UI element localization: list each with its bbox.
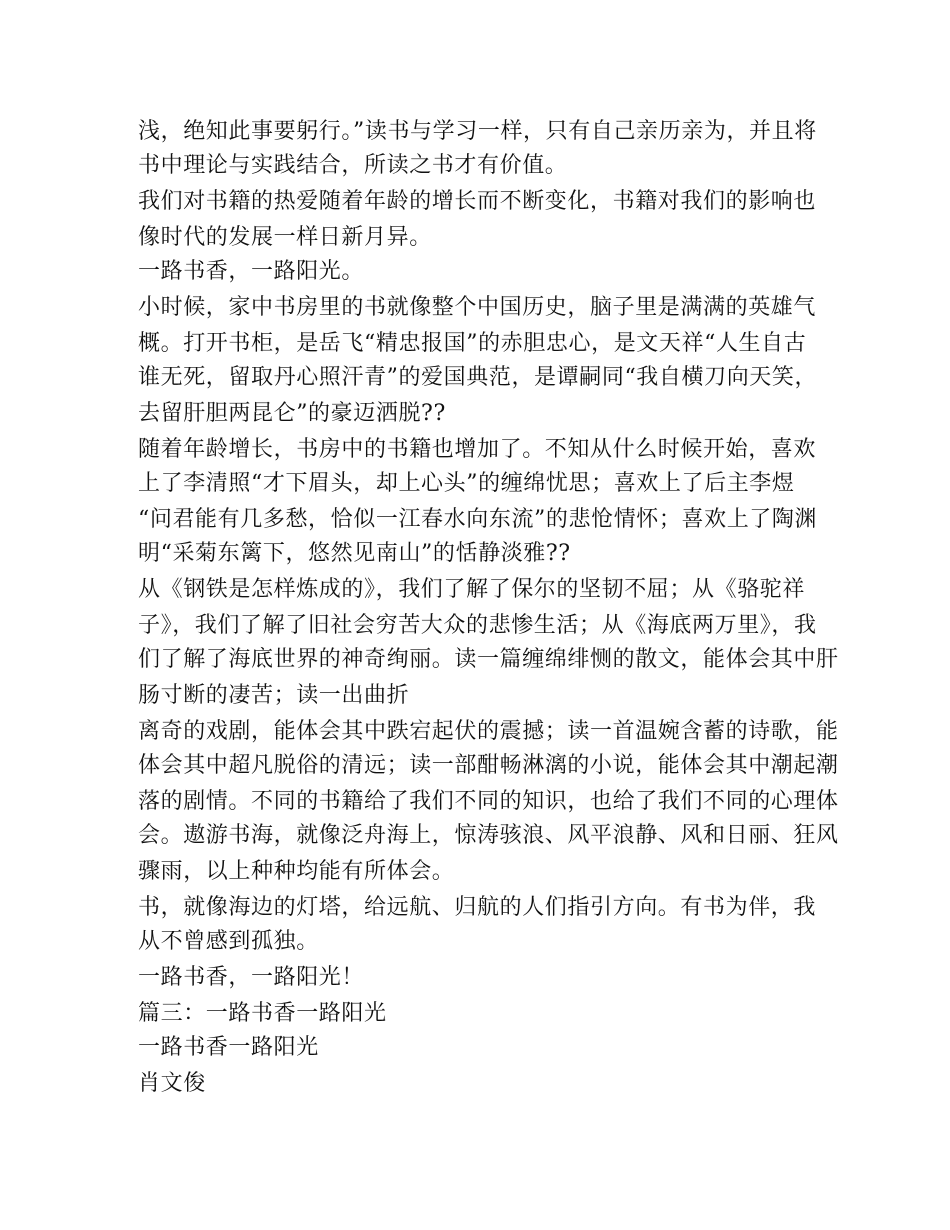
text-line: 我们对书籍的热爱随着年龄的增长而不断变化，书籍对我们的影响也: [138, 189, 817, 214]
text-line: 像时代的发展一样日新月异。: [138, 225, 432, 250]
section-heading: 篇三：一路书香一路阳光: [138, 1001, 387, 1026]
text-line: 书，就像海边的灯塔，给远航、归航的人们指引方向。有书为伴，我: [138, 895, 817, 920]
text-line: 浅，绝知此事要躬行。”读书与学习一样，只有自己亲历亲为，并且将: [138, 119, 817, 144]
author-name: 肖文俊: [138, 1071, 206, 1096]
text-line: 一路书香，一路阳光！: [138, 965, 365, 990]
text-line: 骤雨，以上种种均能有所体会。: [138, 859, 455, 884]
text-line: 上了李清照“才下眉头，却上心头”的缠绵忧思；喜欢上了后主李煜: [138, 471, 795, 496]
text-line: 们了解了海底世界的神奇绚丽。读一篇缠绵绯恻的散文，能体会其中肝: [138, 647, 839, 672]
text-line: 体会其中超凡脱俗的清远；读一部酣畅淋漓的小说，能体会其中潮起潮: [138, 753, 839, 778]
text-line: 明“采菊东篱下，悠然见南山”的恬静淡雅??: [138, 541, 571, 566]
text-line: 一路书香，一路阳光。: [138, 259, 365, 284]
text-line: 概。打开书柜，是岳飞“精忠报国”的赤胆忠心，是文天祥“人生自古: [138, 331, 807, 356]
text-line: 从不曾感到孤独。: [138, 929, 319, 954]
text-line: “问君能有几多愁，恰似一江春水向东流”的悲怆情怀；喜欢上了陶渊: [138, 507, 818, 532]
text-line: 从《钢铁是怎样炼成的》，我们了解了保尔的坚韧不屈；从《骆驼祥: [138, 577, 806, 602]
text-line: 子》，我们了解了旧社会穷苦大众的悲惨生活；从《海底两万里》，我: [138, 613, 817, 638]
text-line: 小时候，家中书房里的书就像整个中国历史，脑子里是满满的英雄气: [138, 295, 817, 320]
article-title: 一路书香一路阳光: [138, 1035, 319, 1060]
text-line: 去留肝胆两昆仑”的豪迈洒脱??: [138, 401, 446, 426]
text-line: 书中理论与实践结合，所读之书才有价值。: [138, 153, 568, 178]
text-line: 肠寸断的凄苦；读一出曲折: [138, 683, 410, 708]
text-line: 落的剧情。不同的书籍给了我们不同的知识，也给了我们不同的心理体: [138, 789, 839, 814]
text-line: 会。遨游书海，就像泛舟海上，惊涛骇浪、风平浪静、风和日丽、狂风: [138, 823, 839, 848]
text-line: 离奇的戏剧，能体会其中跌宕起伏的震撼；读一首温婉含蓄的诗歌，能: [138, 719, 839, 744]
text-line: 谁无死，留取丹心照汗青”的爱国典范，是谭嗣同“我自横刀向天笑，: [138, 365, 818, 390]
text-line: 随着年龄增长，书房中的书籍也增加了。不知从什么时候开始，喜欢: [138, 437, 817, 462]
